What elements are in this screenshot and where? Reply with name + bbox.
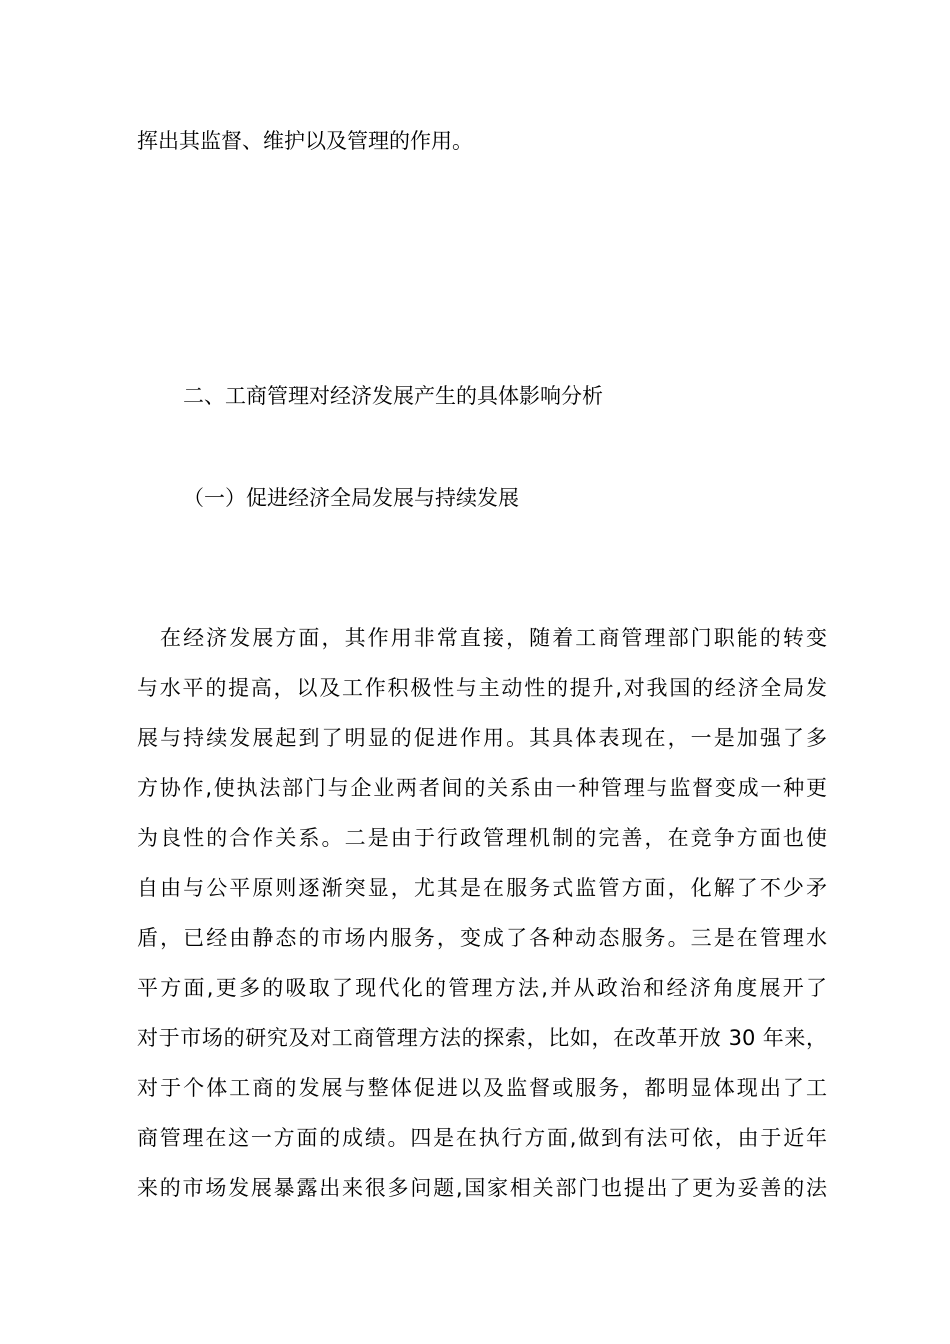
paragraph-line: 展与持续发展起到了明显的促进作用。其具体表现在，一是加强了多 xyxy=(137,726,827,750)
paragraph-line: 平方面,更多的吸取了现代化的管理方法,并从政治和经济角度展开了 xyxy=(137,976,827,1000)
paragraph-line: 为良性的合作关系。二是由于行政管理机制的完善，在竞争方面也使 xyxy=(137,826,827,850)
paragraph-line: 盾，已经由静态的市场内服务，变成了各种动态服务。三是在管理水 xyxy=(137,926,827,950)
opening-line: 挥出其监督、维护以及管理的作用。 xyxy=(137,129,473,153)
paragraph-line: 商管理在这一方面的成绩。四是在执行方面,做到有法可依，由于近年 xyxy=(137,1126,827,1150)
paragraph-line: 对于个体工商的发展与整体促进以及监督或服务，都明显体现出了工 xyxy=(137,1076,827,1100)
paragraph-line: 与水平的提高，以及工作积极性与主动性的提升,对我国的经济全局发 xyxy=(137,676,827,700)
subsection-heading: （一）促进经济全局发展与持续发展 xyxy=(183,486,519,510)
section-heading: 二、工商管理对经济发展产生的具体影响分析 xyxy=(183,384,603,408)
paragraph-line: 方协作,使执法部门与企业两者间的关系由一种管理与监督变成一种更 xyxy=(137,776,827,800)
paragraph-line: 自由与公平原则逐渐突显，尤其是在服务式监管方面，化解了不少矛 xyxy=(137,876,827,900)
paragraph-line: 来的市场发展暴露出来很多问题,国家相关部门也提出了更为妥善的法 xyxy=(137,1176,827,1200)
paragraph-line: 在经济发展方面，其作用非常直接，随着工商管理部门职能的转变 xyxy=(160,626,827,650)
paragraph-line: 对于市场的研究及对工商管理方法的探索，比如，在改革开放 30 年来， xyxy=(137,1026,827,1050)
